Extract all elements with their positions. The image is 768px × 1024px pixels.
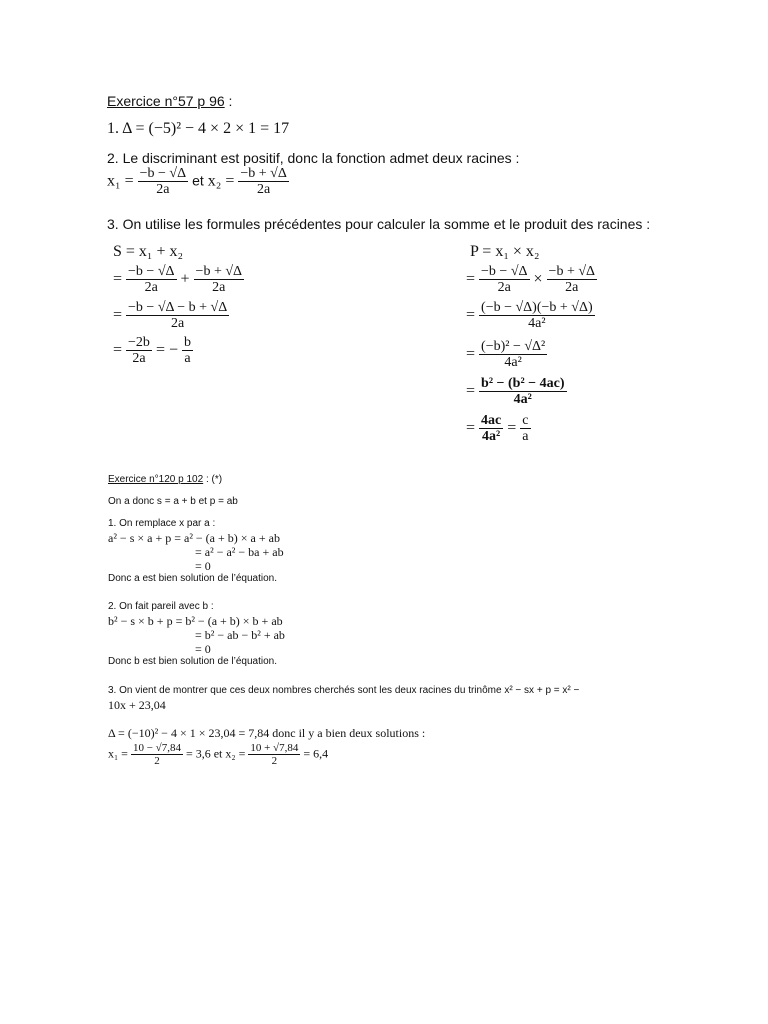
exercise-57-title-suffix: :	[224, 93, 233, 109]
part1-line-2: = a² − a² − ba + ab	[195, 545, 284, 559]
part2-line-1: b² − s × b + p = b² − (a + b) × b + ab	[108, 614, 283, 628]
denominator: 2a	[144, 280, 158, 296]
sum-line-3	[113, 300, 229, 332]
sol-end-text: = 6,4	[303, 746, 329, 761]
sol-mid-text: = 3,6 et x₂ =	[185, 746, 246, 761]
prod-l2-fraction-a	[479, 264, 529, 296]
part2-line-3: = 0	[195, 642, 211, 656]
denominator: 4a²	[504, 355, 522, 371]
question-2-text: 2. Le discriminant est positif, donc la fonction admet deux racines :	[107, 150, 520, 166]
x1-denominator: 2a	[156, 182, 170, 198]
numerator: 10 − √7,84	[132, 742, 181, 754]
denominator: 4a²	[482, 429, 501, 445]
exercise-57-title: Exercice n°57 p 96	[107, 93, 225, 109]
sol-x2-fraction	[248, 742, 300, 767]
equals-sign: =	[466, 419, 476, 437]
part3-line-2: 10x + 23,04	[108, 698, 166, 712]
part1-title: 1. On remplace x par a :	[108, 518, 216, 529]
numerator: −2b	[128, 335, 150, 350]
sol-x1-label: x₁ =	[108, 746, 128, 761]
numerator: −b − √Δ	[128, 264, 175, 279]
plus-sign: +	[180, 270, 190, 288]
part1-line-1: a² − s × a + p = a² − (a + b) × a + ab	[108, 531, 280, 545]
numerator: −b + √Δ	[195, 264, 243, 279]
equals-sign: =	[466, 306, 476, 324]
equals-sign: =	[466, 270, 476, 288]
equals-sign: =	[113, 270, 123, 288]
sum-line-4	[113, 335, 193, 367]
numerator: −b − √Δ	[481, 264, 528, 279]
x2-numerator: −b + √Δ	[240, 166, 287, 181]
part2-line-2: = b² − ab − b² + ab	[195, 628, 285, 642]
part1-conclusion: Donc a est bien solution de l’équation.	[108, 573, 278, 584]
equals-minus: = −	[155, 341, 178, 359]
denominator: 2a	[565, 280, 579, 296]
numerator: b	[183, 335, 191, 350]
denominator: a	[184, 351, 191, 367]
roots-formulas	[107, 166, 289, 198]
sum-l2-fraction-a	[126, 264, 176, 296]
prod-line-4	[466, 339, 547, 371]
equals-sign: =	[113, 341, 123, 359]
equals-sign: =	[507, 419, 517, 437]
times-sign: ×	[533, 270, 543, 288]
x1-fraction	[138, 166, 188, 198]
prod-l4-fraction	[479, 339, 547, 371]
x2-denominator: 2a	[257, 182, 271, 198]
denominator: a	[522, 429, 529, 445]
sum-line-2	[113, 264, 244, 296]
sum-l2-fraction-b	[194, 264, 244, 296]
exercise-57-heading	[107, 93, 232, 109]
exercise-120-title-suffix: : (*)	[203, 474, 223, 485]
numerator: (−b − √Δ)(−b + √Δ)	[481, 300, 593, 315]
prod-l6-fraction-b	[520, 413, 530, 445]
numerator: 10 + √7,84	[250, 742, 299, 754]
denominator: 2a	[132, 351, 146, 367]
equals-sign: =	[466, 382, 476, 400]
question-3-text: 3. On utilise les formules précédentes pour calculer la somme et le produit des racines :	[107, 216, 651, 232]
exercise-120-title: Exercice n°120 p 102	[108, 474, 204, 485]
prod-line-3	[466, 300, 595, 332]
prod-l3-fraction	[479, 300, 595, 332]
prod-l6-fraction-a	[479, 413, 503, 445]
equals-sign: =	[466, 345, 476, 363]
x1-numerator: −b − √Δ	[139, 166, 187, 181]
part3-line-1: 3. On vient de montrer que ces deux nombres cherchés sont les deux racines du trinôme x² − sx + p = x² −	[108, 685, 580, 696]
prod-line-6	[466, 413, 531, 445]
denominator: 2a	[212, 280, 226, 296]
denominator: 2	[154, 755, 160, 768]
exercise-120-heading	[108, 474, 222, 485]
numerator: −b + √Δ	[548, 264, 596, 279]
question-1: 1. Δ = (−5)² − 4 × 2 × 1 = 17	[107, 120, 290, 137]
sum-l4-fraction-a	[126, 335, 152, 367]
prod-line-2	[466, 264, 597, 296]
sol-x1-fraction	[131, 742, 183, 767]
delta-line: Δ = (−10)² − 4 × 1 × 23,04 = 7,84 donc il y a bien deux solutions :	[108, 726, 426, 740]
prod-l2-fraction-b	[547, 264, 597, 296]
solutions-line	[108, 742, 328, 767]
prod-line-5	[466, 376, 567, 408]
equals-sign: =	[113, 306, 123, 324]
denominator: 4a²	[528, 316, 546, 332]
prod-line-1: P = x₁ × x₂	[470, 243, 540, 260]
sum-l4-fraction-b	[182, 335, 193, 367]
denominator: 2a	[171, 316, 185, 332]
x2-label: x₂ =	[207, 172, 235, 190]
x2-fraction	[238, 166, 288, 198]
et-word: et	[192, 172, 204, 189]
part2-title: 2. On fait pareil avec b :	[108, 601, 214, 612]
denominator: 2a	[497, 280, 511, 296]
numerator: c	[522, 413, 529, 428]
x1-label: x₁ =	[107, 172, 134, 190]
numerator: −b − √Δ − b + √Δ	[128, 300, 228, 315]
numerator: b² − (b² − 4ac)	[481, 376, 565, 391]
ex120-intro: On a donc s = a + b et p = ab	[108, 496, 238, 507]
sum-line-1: S = x₁ + x₂	[113, 243, 184, 260]
part1-line-3: = 0	[195, 559, 211, 573]
numerator: (−b)² − √Δ²	[481, 339, 546, 354]
denominator: 4a²	[513, 392, 532, 408]
denominator: 2	[271, 755, 278, 768]
numerator: 4ac	[481, 413, 502, 428]
prod-l5-fraction	[479, 376, 566, 408]
sum-l3-fraction	[126, 300, 229, 332]
part2-conclusion: Donc b est bien solution de l’équation.	[108, 656, 278, 667]
